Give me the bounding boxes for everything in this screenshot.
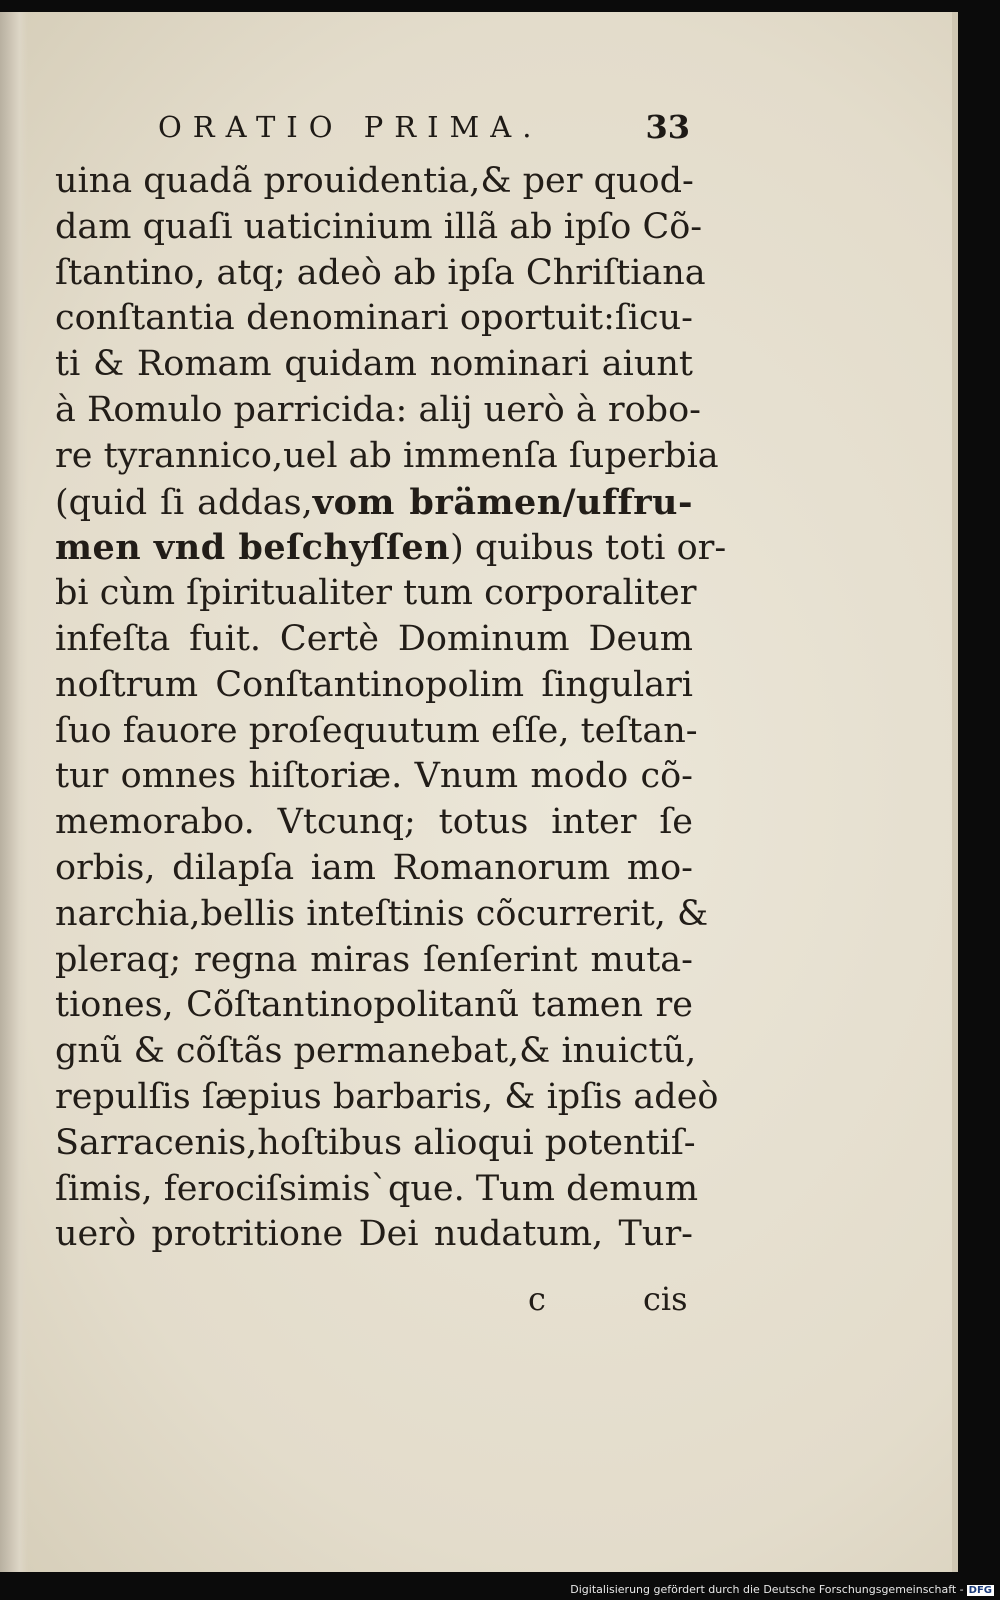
text-line-8	[55, 480, 693, 526]
page-fore-edge	[952, 12, 958, 1572]
text-line-11: infeſta fuit. Certè Dominum Deum	[55, 618, 693, 659]
text-line-10: bi cùm ſpiritualiter tum corporaliter	[55, 573, 697, 614]
blackletter-phrase-2: men vnd beſchyſſen	[55, 527, 451, 569]
text-line-15: memorabo. Vtcunq; totus inter ſe	[55, 802, 693, 843]
text-line-16: orbis, dilapſa iam Romanorum mo-	[55, 847, 693, 888]
text-line-9	[55, 525, 727, 571]
text-line-18: pleraq; regna miras ſenſerint muta-	[55, 939, 693, 980]
text-line-1: uina quadã prouidentia,& per quod-	[55, 161, 694, 201]
page-gutter-shadow	[0, 12, 28, 1572]
blackletter-phrase-1: vom brämen/uffru-	[312, 481, 694, 523]
text-line-21: repulſis ſæpius barbaris, & ipſis adeò	[55, 1076, 719, 1117]
text-line-19: tiones, Cõſtantinopolitanũ tamen re	[55, 985, 693, 1026]
text-line-7: re tyrannico,uel ab immenſa ſuperbia	[55, 435, 719, 476]
text-line-20: gnũ & cõſtãs permanebat,& inuictũ,	[55, 1031, 697, 1072]
text-line-9-roman: ) quibus toti or-	[450, 528, 727, 569]
running-head-title: ORATIO PRIMA.	[158, 110, 543, 144]
text-line-22: Sarracenis,hoſtibus alioqui potentiſ-	[55, 1122, 696, 1163]
book-page	[0, 12, 958, 1572]
text-block	[55, 159, 727, 1258]
catchword: cis	[643, 1280, 688, 1318]
text-line-24: uerò protritione Dei nudatum, Tur-	[55, 1214, 693, 1255]
text-line-4: conſtantia denominari oportuit:ſicu-	[55, 298, 693, 339]
text-line-5: ti & Romam quidam nominari aiunt	[55, 344, 693, 385]
text-line-17: narchia,bellis inteſtinis cõcurrerit, &	[55, 893, 709, 934]
credit-text: Digitalisierung gefördert durch die Deutsche Forschungsgemeinschaft -	[570, 1583, 964, 1596]
text-line-2: dam quaſi uaticinium illã ab ipſo Cõ-	[55, 206, 703, 247]
running-head	[150, 106, 690, 146]
signature-mark: c	[528, 1280, 546, 1318]
text-line-14: tur omnes hiſtoriæ. Vnum modo cõ-	[55, 756, 693, 797]
text-line-13: ſuo fauore proſequutum eſſe, teſtan-	[55, 710, 698, 751]
text-line-12: noſtrum Conſtantinopolim ſingulari	[55, 664, 693, 705]
dfg-logo: DFG	[968, 1585, 992, 1596]
text-line-3: ſtantino, atq; adeò ab ipſa Chriſtiana	[55, 252, 706, 293]
page-number: 33	[645, 108, 690, 146]
digitization-credit	[570, 1583, 994, 1596]
text-line-8-roman: (quid ſi addas,	[55, 482, 313, 523]
text-line-23: ſimis, ferociſsimis`que. Tum demum	[55, 1168, 699, 1209]
text-line-6: à Romulo parricida: alij uerò à robo-	[55, 389, 701, 430]
